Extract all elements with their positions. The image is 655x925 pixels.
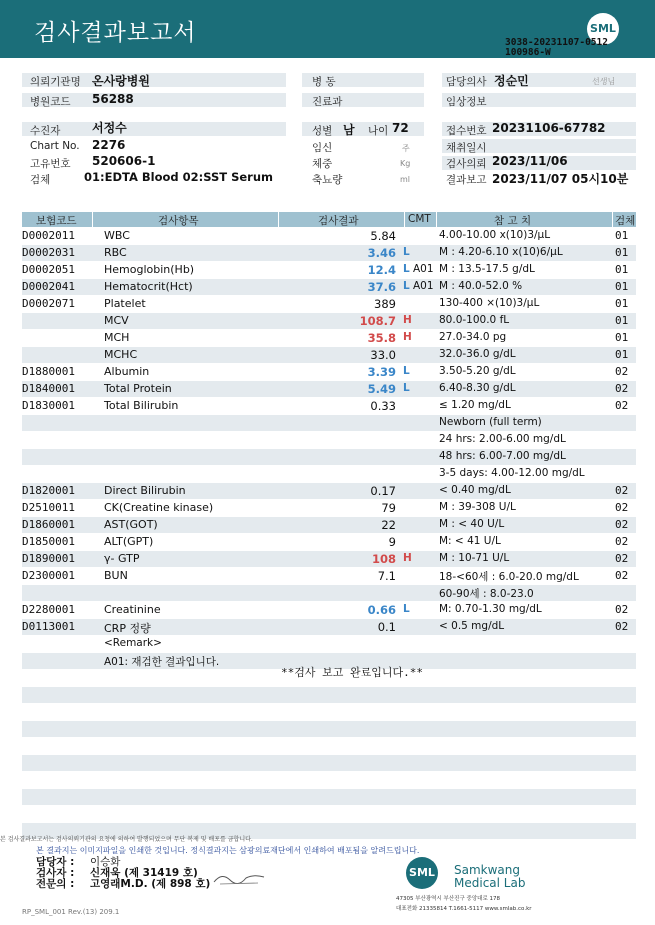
insurance-code: D0113001: [22, 620, 75, 633]
test-result: 3.46: [367, 246, 396, 260]
comment-code: A01: [413, 280, 434, 292]
test-result: 0.66: [367, 603, 396, 617]
specimen-code: 01: [615, 263, 629, 276]
staff-name-2: 신재욱 (제 31419 호): [90, 867, 198, 879]
reference-range: 24 hrs: 2.00-6.00 mg/dL: [439, 433, 566, 445]
test-result: 33.0: [370, 348, 396, 362]
insurance-code: D1850001: [22, 535, 75, 548]
hospital-code-value: 56288: [92, 92, 134, 106]
id-no-value: 520606-1: [92, 154, 156, 168]
insurance-code: D1880001: [22, 365, 75, 378]
clinical-info-label: 임상정보: [446, 96, 487, 108]
abnormal-flag: L: [403, 280, 410, 292]
specimen-code: 01: [615, 280, 629, 293]
doctor-suffix: 선생님: [592, 77, 616, 86]
company-name-line2: Medical Lab: [454, 876, 526, 890]
reference-range: 6.40-8.30 g/dL: [439, 382, 516, 394]
specimen-code: 02: [615, 603, 629, 616]
test-name: BUN: [104, 569, 128, 582]
specimen-code: 02: [615, 501, 629, 514]
reference-range: 4.00-10.00 x(10)3/μL: [439, 229, 551, 241]
test-result: 79: [381, 501, 396, 515]
institution-value: 온사랑병원: [92, 74, 150, 88]
specimen-code: 02: [615, 552, 629, 565]
test-result: 5.49: [367, 382, 396, 396]
specimen-code: 02: [615, 620, 629, 633]
specimen-code: 02: [615, 484, 629, 497]
test-name: Albumin: [104, 365, 150, 378]
abnormal-flag: L: [403, 603, 410, 615]
staff-name-3: 고영래M.D. (제 898 호): [90, 878, 211, 890]
test-result: 108.7: [359, 314, 396, 328]
insurance-code: D0002031: [22, 246, 75, 259]
specimen-code: 02: [615, 569, 629, 582]
sex-value: 남: [343, 123, 355, 137]
test-name: MCHC: [104, 348, 138, 361]
row-band: [22, 585, 636, 601]
reference-range: < 0.5 mg/dL: [439, 620, 505, 632]
pregnancy-unit: 주: [402, 144, 410, 153]
end-note: **검사 보고 완료입니다.**: [281, 666, 423, 679]
column-header-code: 보험코드: [36, 215, 77, 227]
footer-notice: 본 결과지는 이미지파일을 인쇄한 것입니다. 정식결과지는 삼광의료재단에서 인쇄하여 배포됨을 알려드립니다.: [36, 846, 420, 855]
document-id: [505, 38, 608, 58]
report-date-label: 결과보고: [446, 174, 487, 186]
patient-value: 서정수: [92, 121, 127, 135]
insurance-code: D1890001: [22, 552, 75, 565]
test-result: 35.8: [367, 331, 396, 345]
reference-range: 3-5 days: 4.00-12.00 mg/dL: [439, 467, 585, 479]
insurance-code: D1860001: [22, 518, 75, 531]
test-name: CRP 정량: [104, 622, 151, 635]
test-name: WBC: [104, 229, 130, 242]
insurance-code: D1840001: [22, 382, 75, 395]
test-name: A01: 재검한 결과입니다.: [104, 656, 220, 668]
staff-name-1: 이승화: [90, 856, 121, 868]
insurance-code: D2510011: [22, 501, 75, 514]
abnormal-flag: H: [403, 552, 412, 564]
staff-role-3: 전문의 :: [36, 878, 75, 890]
header-divider: [92, 212, 93, 227]
column-header-specimen: 검체: [615, 215, 636, 227]
reference-range: 18-<60세 : 6.0-20.0 mg/dL: [439, 571, 579, 583]
test-name: Platelet: [104, 297, 146, 310]
reference-range: 27.0-34.0 pg: [439, 331, 507, 343]
abnormal-flag: L: [403, 382, 410, 394]
age-label: 나이: [368, 125, 389, 137]
reference-range: 48 hrs: 6.00-7.00 mg/dL: [439, 450, 566, 462]
row-band: [22, 755, 636, 771]
specimen-label: 검체: [30, 174, 51, 186]
header-divider: [404, 212, 405, 227]
id-no-label: 고유번호: [30, 158, 71, 170]
reference-range: ≤ 1.20 mg/dL: [439, 399, 511, 411]
reference-range: 80.0-100.0 fL: [439, 314, 510, 326]
weight-unit: Kg: [400, 159, 411, 168]
specimen-code: 02: [615, 399, 629, 412]
insurance-code: D1830001: [22, 399, 75, 412]
test-result: 22: [381, 518, 396, 532]
test-result: 0.33: [370, 399, 396, 413]
test-result: 37.6: [367, 280, 396, 294]
signature-icon: [212, 868, 268, 888]
row-band: [22, 415, 636, 431]
urine-unit: ml: [400, 175, 411, 184]
age-value: 72: [392, 121, 409, 135]
report-title: 검사결과보고서: [34, 20, 197, 46]
reference-range: M: 0.70-1.30 mg/dL: [439, 603, 542, 615]
specimen-value: 01:EDTA Blood 02:SST Serum: [84, 170, 274, 184]
header-divider: [436, 212, 437, 227]
doctor-label: 담당의사: [446, 76, 487, 88]
test-result: 5.84: [370, 229, 396, 243]
sex-label: 성별: [312, 125, 333, 137]
test-result: 9: [388, 535, 396, 549]
reference-range: M : 13.5-17.5 g/dL: [439, 263, 535, 275]
reference-range: M : 39-308 U/L: [439, 501, 516, 513]
company-name-line1: Samkwang: [454, 863, 520, 877]
institution-label: 의뢰기관명: [30, 76, 81, 88]
row-band: [22, 789, 636, 805]
specimen-code: 01: [615, 314, 629, 327]
column-header-cmt: CMT: [408, 213, 431, 225]
test-name: AST(GOT): [104, 518, 158, 531]
reference-range: M : 10-71 U/L: [439, 552, 510, 564]
sml-logo-icon: SML: [587, 13, 619, 45]
comment-code: A01: [413, 263, 434, 275]
insurance-code: D0002071: [22, 297, 75, 310]
test-name: RBC: [104, 246, 127, 259]
reference-range: < 0.40 mg/dL: [439, 484, 511, 496]
request-date-label: 검사의뢰: [446, 158, 487, 170]
staff-role-1: 담당자 :: [36, 856, 75, 868]
info-band: [22, 122, 286, 136]
abnormal-flag: H: [403, 331, 412, 343]
reference-range: Newborn (full term): [439, 416, 542, 428]
dept-label: 진료과: [312, 96, 343, 108]
row-band: [22, 687, 636, 703]
abnormal-flag: L: [403, 365, 410, 377]
company-contact: 대표전화 21335814 T.1661-5117 www.smlab.co.kr: [396, 906, 532, 912]
specimen-code: 01: [615, 297, 629, 310]
sml-footer-logo-icon: SML: [406, 857, 438, 889]
test-result: 7.1: [377, 569, 396, 583]
test-name: CK(Creatine kinase): [104, 501, 214, 514]
reference-range: 32.0-36.0 g/dL: [439, 348, 516, 360]
receipt-no-value: 20231106-67782: [492, 121, 606, 135]
specimen-code: 01: [615, 331, 629, 344]
insurance-code: D0002051: [22, 263, 75, 276]
fine-print: 본 검사결과보고서는 검사의뢰기관의 요청에 의하여 발행되었으며 무단 복제 및 배포를 금합니다.: [0, 836, 253, 843]
patient-label: 수진자: [30, 125, 61, 137]
test-name: MCV: [104, 314, 129, 327]
test-name: Hemoglobin(Hb): [104, 263, 195, 276]
abnormal-flag: H: [403, 314, 412, 326]
specimen-code: 02: [615, 518, 629, 531]
hospital-code-label: 병원코드: [30, 96, 71, 108]
company-address: 47305 부산광역시 부산진구 중앙대로 178: [396, 896, 501, 902]
reference-range: M : 4.20-6.10 x(10)6/μL: [439, 246, 563, 258]
specimen-code: 01: [615, 246, 629, 259]
test-name: Creatinine: [104, 603, 161, 616]
chart-no-label: Chart No.: [30, 140, 80, 152]
ward-label: 병 동: [312, 76, 336, 88]
reference-range: M: < 41 U/L: [439, 535, 501, 547]
test-name: MCH: [104, 331, 130, 344]
insurance-code: D0002011: [22, 229, 75, 242]
column-header-reference: 참 고 치: [494, 215, 532, 227]
collect-date-label: 채취일시: [446, 142, 487, 154]
test-name: Total Bilirubin: [104, 399, 179, 412]
test-result: 389: [374, 297, 396, 311]
test-result: 3.39: [367, 365, 396, 379]
test-name: Hematocrit(Hct): [104, 280, 193, 293]
abnormal-flag: L: [403, 263, 410, 275]
test-name: <Remark>: [104, 637, 162, 649]
column-header-result: 검사결과: [318, 215, 359, 227]
insurance-code: D1820001: [22, 484, 75, 497]
weight-label: 체중: [312, 158, 333, 170]
test-name: γ- GTP: [104, 552, 140, 565]
test-result: 0.1: [377, 620, 396, 634]
insurance-code: D0002041: [22, 280, 75, 293]
specimen-code: 02: [615, 382, 629, 395]
test-result: 12.4: [367, 263, 396, 277]
reference-range: 3.50-5.20 g/dL: [439, 365, 516, 377]
form-code: RP_SML_001 Rev.(13) 209.1: [22, 908, 120, 916]
header-divider: [612, 212, 613, 227]
specimen-code: 02: [615, 365, 629, 378]
test-result: 108: [371, 552, 396, 566]
row-band: [22, 721, 636, 737]
test-result: 0.17: [370, 484, 396, 498]
staff-role-2: 검사자 :: [36, 867, 75, 879]
column-header-test: 검사항목: [158, 215, 199, 227]
urine-label: 축뇨량: [312, 174, 343, 186]
insurance-code: D2280001: [22, 603, 75, 616]
reference-range: 130-400 ×(10)3/μL: [439, 297, 540, 309]
test-name: ALT(GPT): [104, 535, 154, 548]
document-id-line1: 3038-20231107-0512: [505, 37, 608, 48]
header-divider: [278, 212, 279, 227]
specimen-code: 01: [615, 348, 629, 361]
doctor-value: 정순민: [494, 74, 529, 88]
reference-range: M : 40.0-52.0 %: [439, 280, 523, 292]
document-id-line2: 100986-W: [505, 47, 551, 58]
company-name: [454, 864, 525, 890]
abnormal-flag: L: [403, 246, 410, 258]
reference-range: M : < 40 U/L: [439, 518, 505, 530]
report-date-value: 2023/11/07 05시10분: [492, 172, 629, 186]
test-name: Direct Bilirubin: [104, 484, 186, 497]
chart-no-value: 2276: [92, 138, 126, 152]
specimen-code: 01: [615, 229, 629, 242]
receipt-no-label: 접수번호: [446, 125, 487, 137]
specimen-code: 02: [615, 535, 629, 548]
pregnancy-label: 임신: [312, 142, 333, 154]
insurance-code: D2300001: [22, 569, 75, 582]
reference-range: 60-90세 : 8.0-23.0: [439, 588, 534, 600]
request-date-value: 2023/11/06: [492, 154, 568, 168]
test-name: Total Protein: [104, 382, 172, 395]
